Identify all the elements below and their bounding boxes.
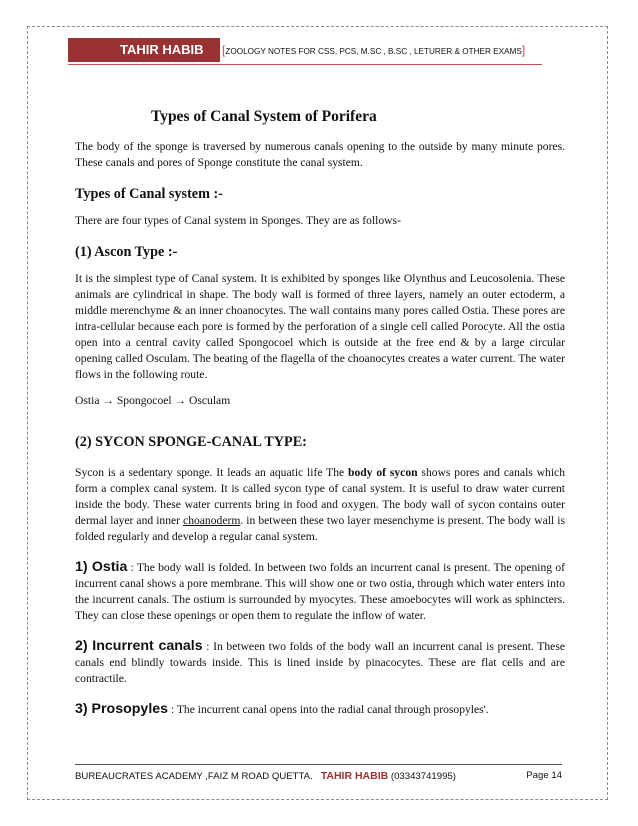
- incurrent-heading: 2) Incurrent canals: [75, 638, 203, 654]
- header-name: TAHIR HABIB: [120, 42, 204, 57]
- heading-sycon: (2) SYCON SPONGE-CANAL TYPE:: [75, 434, 307, 450]
- prosopyles-heading: 3) Prosopyles: [75, 701, 169, 717]
- ascon-paragraph: It is the simplest type of Canal system. It is exhibited by sponges like Olynthus and Leucosolenia. These animals are cylindrical in shape. The body wall is formed of three layers, namely an outer ectoderm, a middle merenchyme & an inner choanocytes. The wall contains many pores called Ostia. These pores are intra-cellular because each pore is formed by the perforation of a single cell called Porocyte. All the ostia open into a central cavity called Spongocoel which is outside at the free end & by a large circular opening called Osculam. The beating of the flagella of the choanocytes creates a water current. The water flows in the following route.: [75, 272, 565, 381]
- footer: [75, 770, 562, 783]
- footer-name: TAHIR HABIB: [320, 770, 389, 782]
- footer-rule: [75, 764, 562, 765]
- route-line: Ostia → Spongocoel → Osculam: [75, 394, 231, 407]
- header-rule: [68, 64, 542, 65]
- heading-ascon: (1) Ascon Type :-: [75, 244, 178, 260]
- types-paragraph: There are four types of Canal system in Sponges. They are as follows-: [75, 214, 401, 227]
- incurrent-text: : In between two folds of the body wall an incurrent canal is present. These canals end blindly towards inside. This is lined inside by pinacocytes. These are flat cells and are contractile.: [75, 640, 565, 685]
- ostia-text: : The body wall is folded. In between two folds an incurrent canal is present. The opening of incurrent canal shows a pore membrane. This will show one or two ostia, through which water enters into the incurrent canals. The ostium is surrounded by myocytes. These amoebocytes will work as sphincters. They can close these openings or open them to regulate the inflow of water.: [75, 561, 565, 622]
- prosopyles-paragraph: [75, 701, 565, 718]
- header-subtitle: [222, 43, 525, 59]
- intro-paragraph: The body of the sponge is traversed by numerous canals opening to the outside by many minute pores. These canals and pores of Sponge constitute the canal system.: [75, 140, 565, 169]
- header-subtitle-text: ZOOLOGY NOTES FOR CSS, PCS, M.SC , B.SC , LETURER & OTHER EXAMS: [225, 47, 522, 56]
- header-bracket-open: [: [222, 43, 226, 57]
- footer-address: BUREAUCRATES ACADEMY ,FAIZ M ROAD QUETTA.: [75, 771, 313, 782]
- sycon-text-a: Sycon is a sedentary sponge. It leads an aquatic life The: [75, 466, 349, 479]
- incurrent-paragraph: [75, 638, 565, 687]
- page-number: Page 14: [526, 770, 562, 781]
- sycon-bold: body of sycon: [348, 466, 418, 479]
- page-title: Types of Canal System of Porifera: [151, 108, 377, 125]
- document-body: [75, 108, 565, 718]
- sycon-text-c: . in between these two layer mesenchyme is present. The body wall is folded regularly and develop a regular canal system.: [75, 514, 565, 543]
- footer-phone: (03343741995): [390, 771, 456, 782]
- prosopyles-text: : The incurrent canal opens into the radial canal through prosopyles'.: [168, 703, 489, 716]
- ostia-paragraph: [75, 559, 565, 624]
- sycon-text-b: shows pores and canals which form a complex canal system. It is called sycon type of canal system. It is useful to draw water current inside the body. These water currents bring in food and oxygen. The body wall of sycon contains outer dermal layer and inner: [75, 466, 565, 527]
- heading-types: Types of Canal system :-: [75, 186, 223, 202]
- sycon-underlined: choanoderm: [183, 514, 241, 527]
- header-bracket-close: ]: [521, 43, 526, 57]
- sycon-paragraph: [75, 465, 565, 545]
- ostia-heading: 1) Ostia: [75, 559, 128, 575]
- header-name-banner: [68, 38, 220, 62]
